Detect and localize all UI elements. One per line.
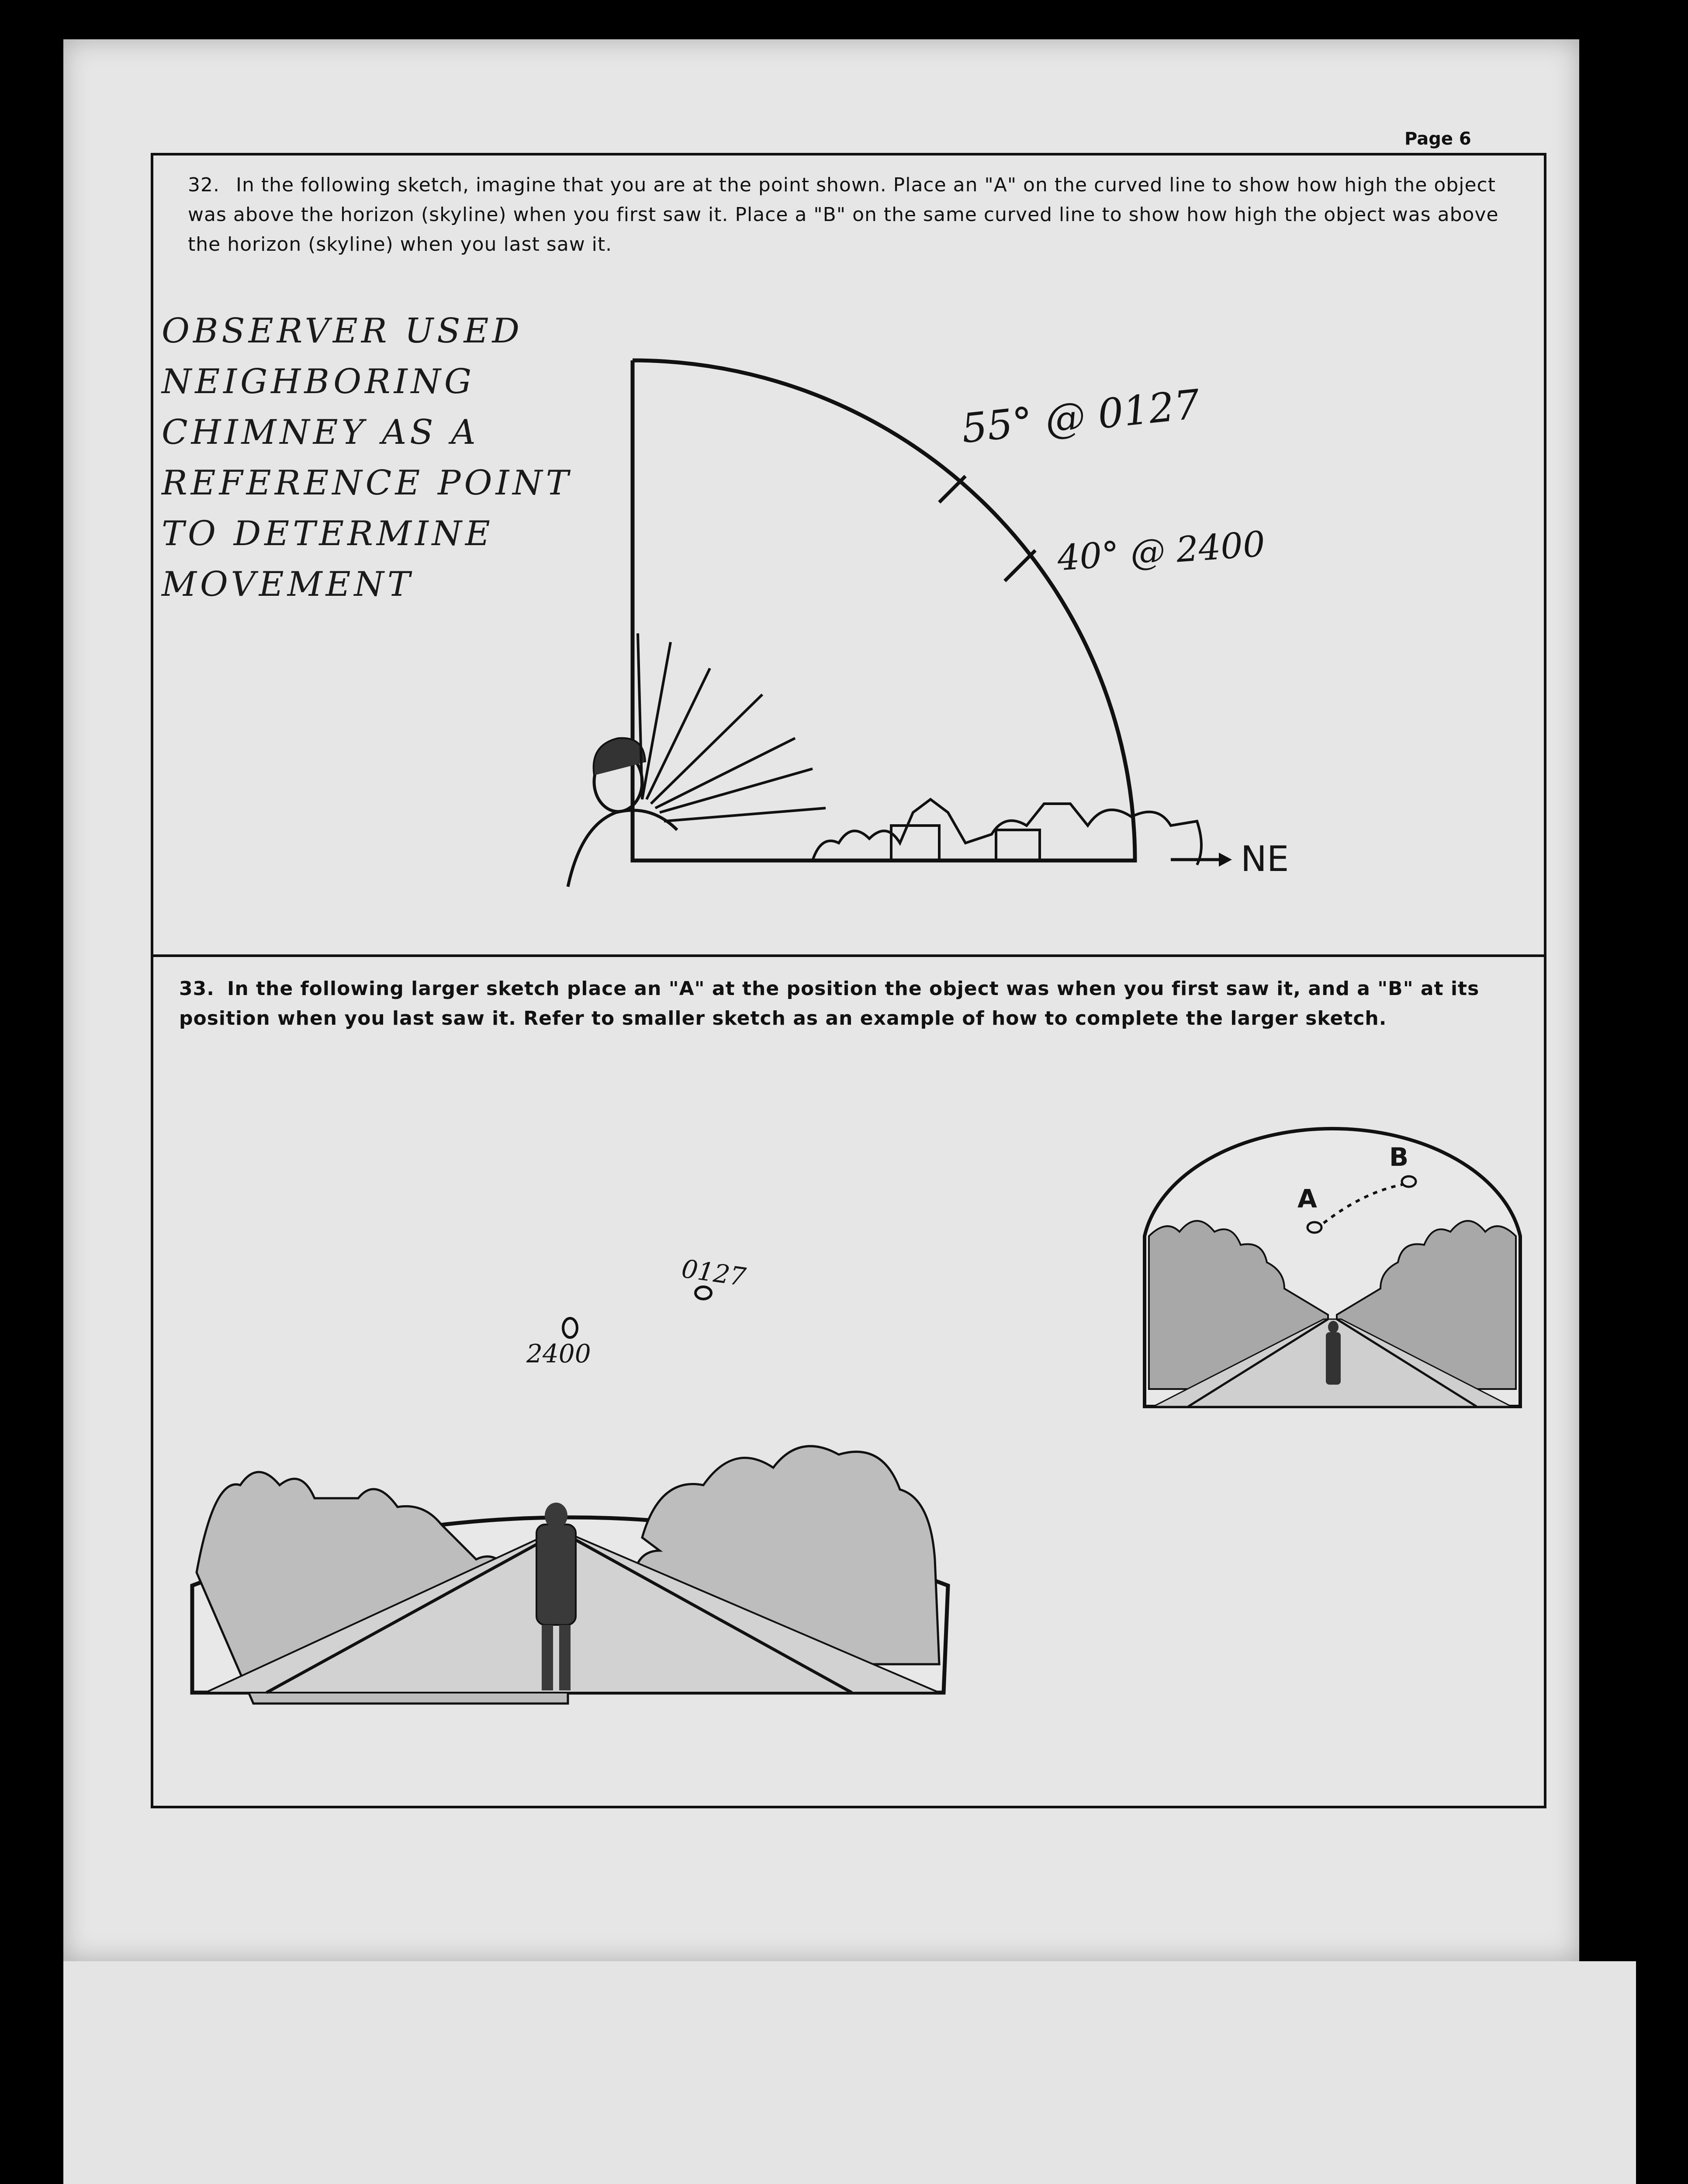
arrow-head-icon <box>1219 853 1232 867</box>
question-32-text: In the following sketch, imagine that you are at the point shown. Place an "A" on the curved line to show how high the object was above the horizon (skyline) when you first saw it. Place a "B" on the same curved line to show how high the object was above the horizon (skyline) when you last saw it. <box>188 174 1499 256</box>
handwritten-line: TO DETERMINE <box>162 514 494 553</box>
page-number: Page 6 <box>1404 129 1471 149</box>
annotation-last-sighting: 40° @ 2400 <box>1056 523 1266 579</box>
example-label-a: A <box>1297 1184 1317 1213</box>
handwritten-line: NEIGHBORING <box>162 362 475 401</box>
tick-mark-last <box>1005 550 1035 581</box>
direction-label: NE <box>1241 839 1289 879</box>
tick-mark-first <box>939 476 965 502</box>
question-33-number: 33. <box>179 978 214 1000</box>
question-33-text: In the following larger sketch place an "A" at the position the object was when you first saw it, and a "B" at its position when you last saw it. Refer to smaller sketch as an example of how to complete the larger sketch. <box>179 978 1480 1030</box>
handwritten-line: CHIMNEY AS A <box>162 413 479 452</box>
example-label-b: B <box>1389 1142 1409 1172</box>
question-32-number: 32. <box>188 174 220 196</box>
annotation-first-sighting: 55° @ 0127 <box>959 380 1202 453</box>
question-33 <box>179 974 1533 1033</box>
handwritten-line: MOVEMENT <box>162 565 414 604</box>
example-sky-sketch <box>1145 1129 1520 1406</box>
handwritten-line: OBSERVER USED <box>162 311 523 351</box>
handwritten-line: REFERENCE POINT <box>162 463 572 503</box>
marker-last <box>563 1318 577 1337</box>
skyline-scenery <box>813 799 1201 865</box>
marker-first <box>695 1287 711 1299</box>
observer-figure <box>568 633 826 887</box>
large-sketch-last-label: 2400 <box>526 1339 591 1368</box>
large-sketch-first-label: 0127 <box>679 1254 748 1292</box>
